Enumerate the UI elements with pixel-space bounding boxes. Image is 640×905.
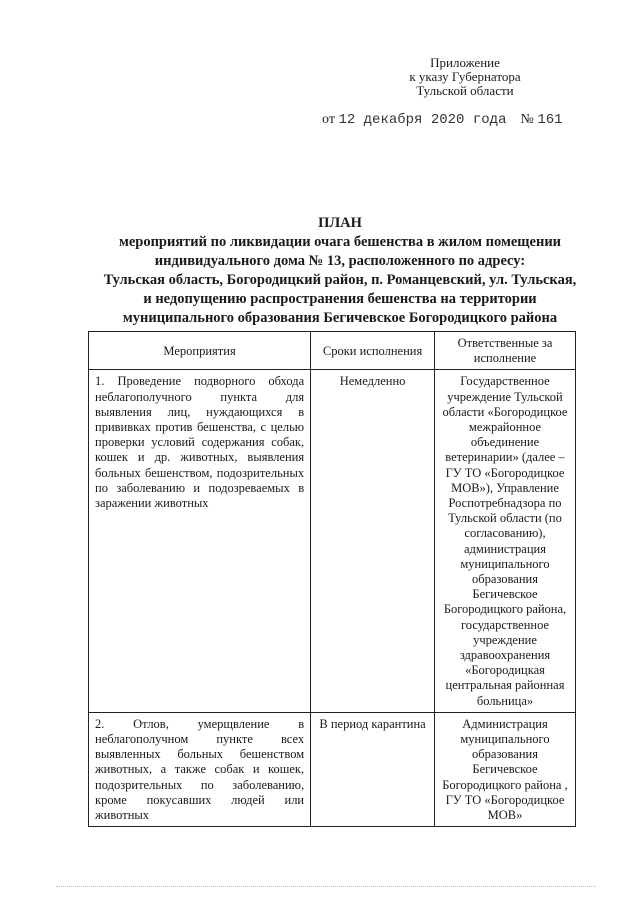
measure-cell: 1. Проведение подворного обхода неблагополучного пункта для выявления лиц, нуждающихся в прививках против бешенства, с целью проверки условий содержания собак, кошек и др. животных, выявления больных бешенством, подозрительных по заболеванию и подозреваемых в заражении животных: [89, 370, 311, 712]
plan-title-line-1: мероприятий по ликвидации очага бешенства в жилом помещении: [118, 234, 562, 250]
plan-title-line-5: муниципального образования Бегичевское Богородицкого района: [122, 310, 558, 326]
header-deadlines: Сроки исполнения: [311, 332, 435, 370]
plan-title-line-2: индивидуального дома № 13, расположенного по адресу:: [154, 253, 526, 269]
plan-heading: ПЛАН: [318, 215, 362, 231]
table-row: [89, 370, 576, 712]
deadline-cell: Немедленно: [311, 370, 435, 712]
table-header-row: [89, 332, 576, 370]
appendix-line-1: Приложение: [430, 55, 500, 70]
date-from-label: от: [322, 112, 335, 127]
appendix-block: [380, 56, 550, 98]
document-date: 12 декабря 2020 года: [338, 112, 507, 128]
plan-title: [60, 214, 620, 328]
header-responsible: Ответственные за исполнение: [435, 332, 576, 370]
plan-table: [88, 331, 576, 827]
appendix-line-3: Тульской области: [416, 83, 514, 98]
scan-artifact-line: [56, 886, 596, 889]
appendix-line-2: к указу Губернатора: [409, 69, 521, 84]
responsible-cell: Администрация муниципального образования Бегичевское Богородицкого района , ГУ ТО «Богородицкое МОВ»: [435, 712, 576, 826]
document-number: 161: [537, 112, 563, 128]
plan-title-line-4: и недопущению распространения бешенства на территории: [143, 291, 537, 307]
plan-title-line-3: Тульская область, Богородицкий район, п. Романцевский, ул. Тульская,: [103, 272, 577, 288]
measure-cell: 2. Отлов, умерщвление в неблагополучном пункте всех выявленных больных бешенством животных, а также собак и кошек, подозрительных по заболеванию, кроме покусавших людей или животных: [89, 712, 311, 826]
number-label: №: [520, 112, 534, 127]
header-measures: Мероприятия: [89, 332, 311, 370]
deadline-cell: В период карантина: [311, 712, 435, 826]
table-row: [89, 712, 576, 826]
document-dateline: [322, 112, 563, 128]
responsible-cell: Государственное учреждение Тульской области «Богородицкое межрайонное объединение ветеринарии» (далее – ГУ ТО «Богородицкое МОВ»), Управление Роспотребнадзора по Тульской области (по согласованию), администрация муниципального образования Бегичевское Богородицкого района, государственное учреждение здравоохранения «Богородицкая центральная районная больница»: [435, 370, 576, 712]
